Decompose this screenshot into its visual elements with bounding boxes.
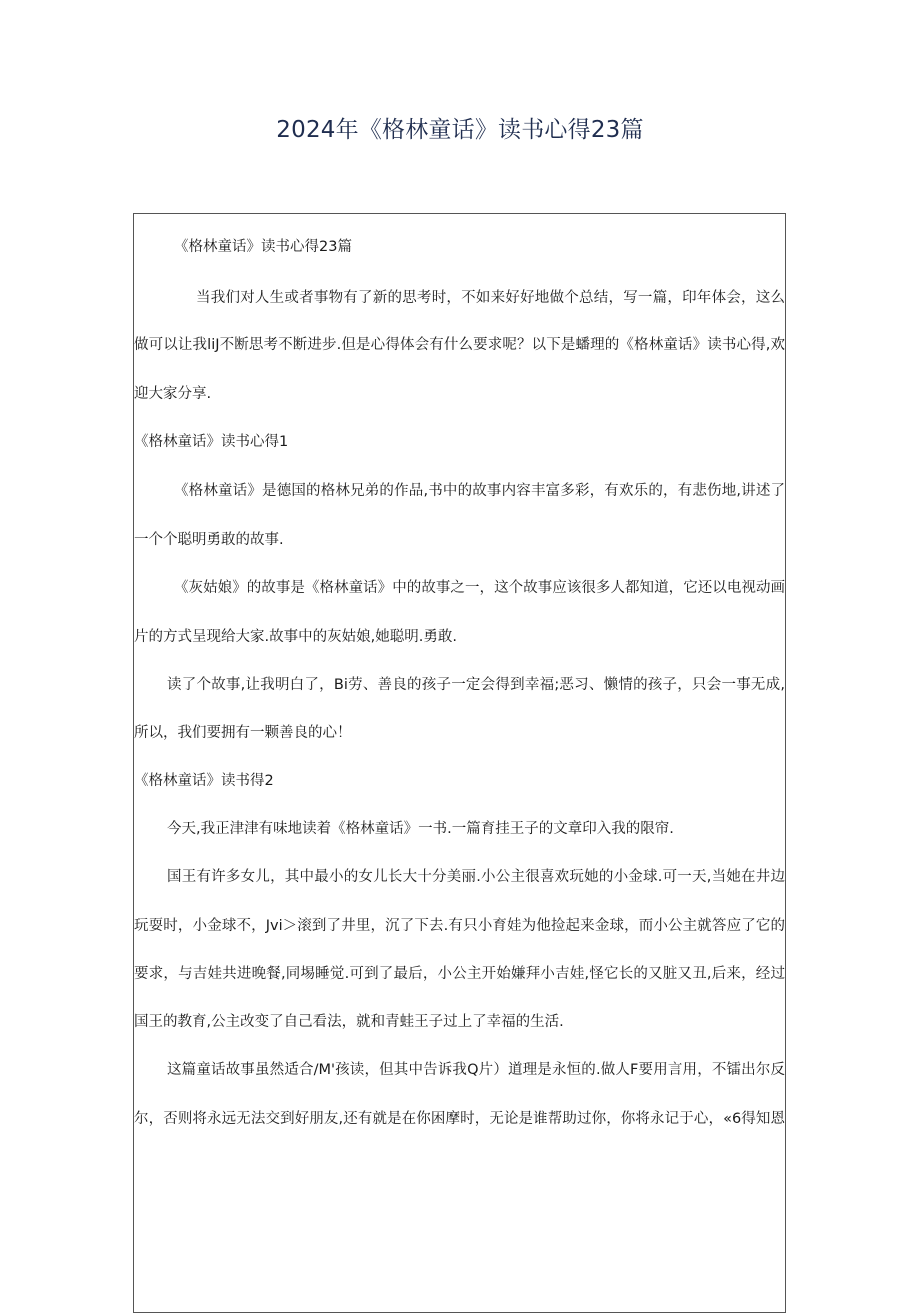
paragraph-line: 《格林童话》读书心得23篇 (174, 239, 352, 255)
section-heading: 《格林童话》读书心得1 (134, 434, 289, 450)
paragraph-line: 今天,我正津津有味地读着《格林童话》一书.一篇育挂王子的文章印入我的限帘. (167, 821, 674, 837)
content-box (133, 213, 786, 1313)
paragraph-line: 所以，我们要拥有一颗善良的心！ (134, 725, 352, 741)
paragraph-line: 这篇童话故事虽然适合/M'孩读，但其中告诉我Q片）道理是永恒的.做人F要用言用，不镭出尔反 (167, 1062, 785, 1078)
page-title: 2024年《格林童话》读书心得23篇 (276, 117, 644, 143)
paragraph-line: 当我们对人生或者事物有了新的思考时，不如来好好地做个总结，写一篇，印年体会，这么 (196, 290, 785, 306)
paragraph-line: 做可以让我liJ不断思考不断进步.但是心得体会有什么要求呢？以下是蟠理的《格林童话》读书心得,欢 (134, 337, 785, 353)
paragraph-line: 国王有许多女儿，其中最小的女儿长大十分美丽.小公主很喜欢玩她的小金球.可一天,当她在井边 (167, 869, 785, 885)
paragraph-line: 迎大家分享. (134, 386, 212, 402)
paragraph-line: 国王的教育,公主改变了自己看法，就和青蛙王子过上了幸福的生活. (134, 1014, 564, 1030)
paragraph-line: 要求，与吉娃共进晚餐,同埸睡觉.可到了最后，小公主开始嫌拜小吉娃,怪它长的又脏又丑,后来，经过 (134, 966, 785, 982)
paragraph-line: 尔，否则将永远无法交到好朋友,还有就是在你困摩时，无论是谁帮助过你，你将永记于心，«6得知恩 (134, 1111, 785, 1127)
paragraph-line: 《灰姑娘》的故事是《格林童话》中的故事之一，这个故事应该很多人都知道，它还以电视动画 (174, 580, 785, 596)
section-heading: 《格林童话》读书得2 (134, 773, 274, 789)
paragraph-line: 片的方式呈现给大家.故事中的灰姑娘,她聪明.勇敢. (134, 629, 457, 645)
paragraph-line: 玩耍时，小金球不，Jvi＞滚到了井里，沉了下去.有只小育娃为他捡起来金球，而小公主就答应了它的 (134, 918, 785, 934)
paragraph-line: 读了个故事,让我明白了，Bi劳、善良的孩子一定会得到幸福;恶习、懒情的孩子，只会一事无成, (167, 677, 785, 693)
paragraph-line: 一个个聪明勇敢的故事. (134, 532, 284, 548)
paragraph-line: 《格林童话》是德国的格林兄弟的作品,书中的故事内容丰富多彩，有欢乐的，有悲伤地,讲述了 (174, 483, 785, 499)
